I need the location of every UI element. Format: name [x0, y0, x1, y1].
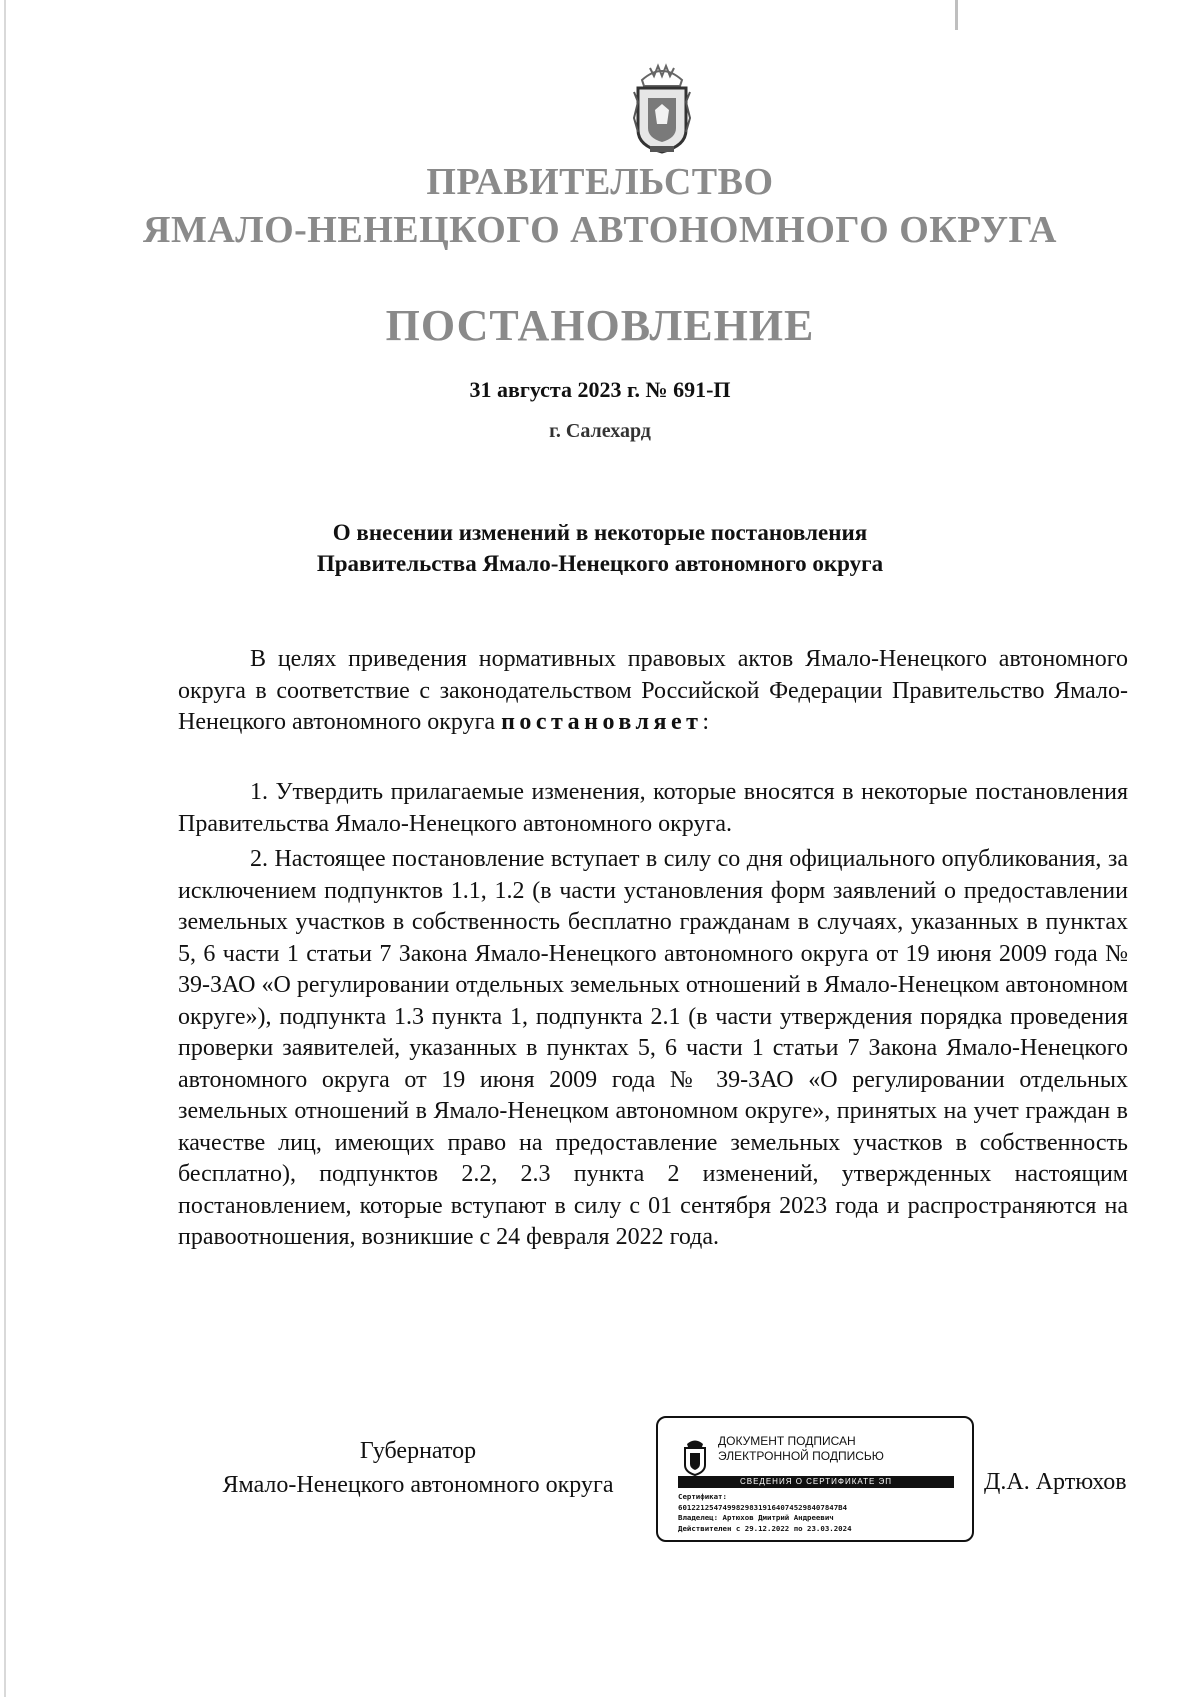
electronic-signature-stamp — [656, 1416, 974, 1542]
stamp-coat-of-arms-icon — [681, 1436, 709, 1476]
item-2-paragraph: 2. Настоящее постановление вступает в силу со дня официального опубликования, за исключением подпунктов 1.1, 1.2 (в части установления форм заявлений о предоставлении земельных участков в собственность бесплатно гражданам в случаях, указанных в пунктах 5, 6 части 1 статьи 7 Закона Ямало-Ненецкого автономного округа от 19 июня 2009 года № 39-ЗАО «О регулировании отдельных земельных отношений в Ямало-Ненецком автономном округе»), подпункта 1.3 пункта 1, подпункта 2.1 (в части утверждения порядка проведения проверки заявителей, указанных в пунктах 5, 6 части 1 статьи 7 Закона Ямало-Ненецкого автономного округа от 19 июня 2009 года № 39-ЗАО «О регулировании отдельных земельных отношений в Ямало-Ненецком автономном округе», принятых на учет граждан в качестве лиц, имеющих право на предоставление земельных участков в собственность бесплатно), подпунктов 2.2, 2.3 пункта 2 изменений, утвержденных настоящим постановлением, которые вступают в силу с 01 сентября 2023 года и распространяются на правоотношения, возникшие с 24 февраля 2022 года. — [178, 846, 1128, 1250]
signatory-name: Д.А. Артюхов — [984, 1469, 1127, 1495]
preamble-verb: постановляет — [501, 709, 703, 735]
document-type: ПОСТАНОВЛЕНИЕ — [385, 301, 815, 350]
scan-edge-line — [4, 0, 6, 1697]
signatory-title — [178, 1434, 658, 1502]
stamp-cert-label: Сертификат: — [678, 1492, 727, 1501]
preamble-paragraph — [178, 644, 1128, 739]
stamp-title-line2: ЭЛЕКТРОННОЙ ПОДПИСЬЮ — [718, 1449, 884, 1463]
stamp-validity: Действителен с 29.12.2022 по 23.03.2024 — [678, 1523, 852, 1533]
city: г. Салехард — [549, 420, 651, 442]
signatory-title-line1: Губернатор — [359, 1438, 477, 1464]
stamp-certificate-band: СВЕДЕНИЯ О СЕРТИФИКАТЕ ЭП — [678, 1476, 954, 1488]
stamp-owner: Владелец: Артюхов Дмитрий Андреевич — [678, 1513, 834, 1522]
stamp-title — [718, 1434, 958, 1464]
document-subject — [0, 517, 1200, 579]
org-title-line2: ЯМАЛО-НЕНЕЦКОГО АВТОНОМНОГО ОКРУГА — [143, 209, 1057, 251]
stamp-certificate-info — [678, 1492, 968, 1534]
preamble-end: : — [702, 709, 710, 735]
subject-line2: Правительства Ямало-Ненецкого автономного округа — [316, 551, 884, 576]
stamp-cert-value: 601221254749982983191640745298407847B4 — [678, 1502, 848, 1512]
org-title-line1: ПРАВИТЕЛЬСТВО — [426, 161, 774, 203]
item-1-paragraph: 1. Утвердить прилагаемые изменения, которые вносятся в некоторые постановления Правительства Ямало-Ненецкого автономного округа. — [178, 779, 1128, 837]
stamp-title-line1: ДОКУМЕНТ ПОДПИСАН — [718, 1434, 856, 1448]
subject-line1: О внесении изменений в некоторые постановления — [332, 520, 868, 545]
preamble-text: В целях приведения нормативных правовых актов Ямало-Ненецкого автономного округа в соответствие с законодательством Российской Федерации Правительство Ямало-Ненецкого автономного округа — [178, 646, 1128, 735]
date-and-number: 31 августа 2023 г. № 691-П — [469, 377, 731, 402]
scan-corner-mark — [955, 0, 958, 30]
signatory-title-line2: Ямало-Ненецкого автономного округа — [222, 1472, 614, 1498]
coat-of-arms-icon — [628, 58, 696, 156]
